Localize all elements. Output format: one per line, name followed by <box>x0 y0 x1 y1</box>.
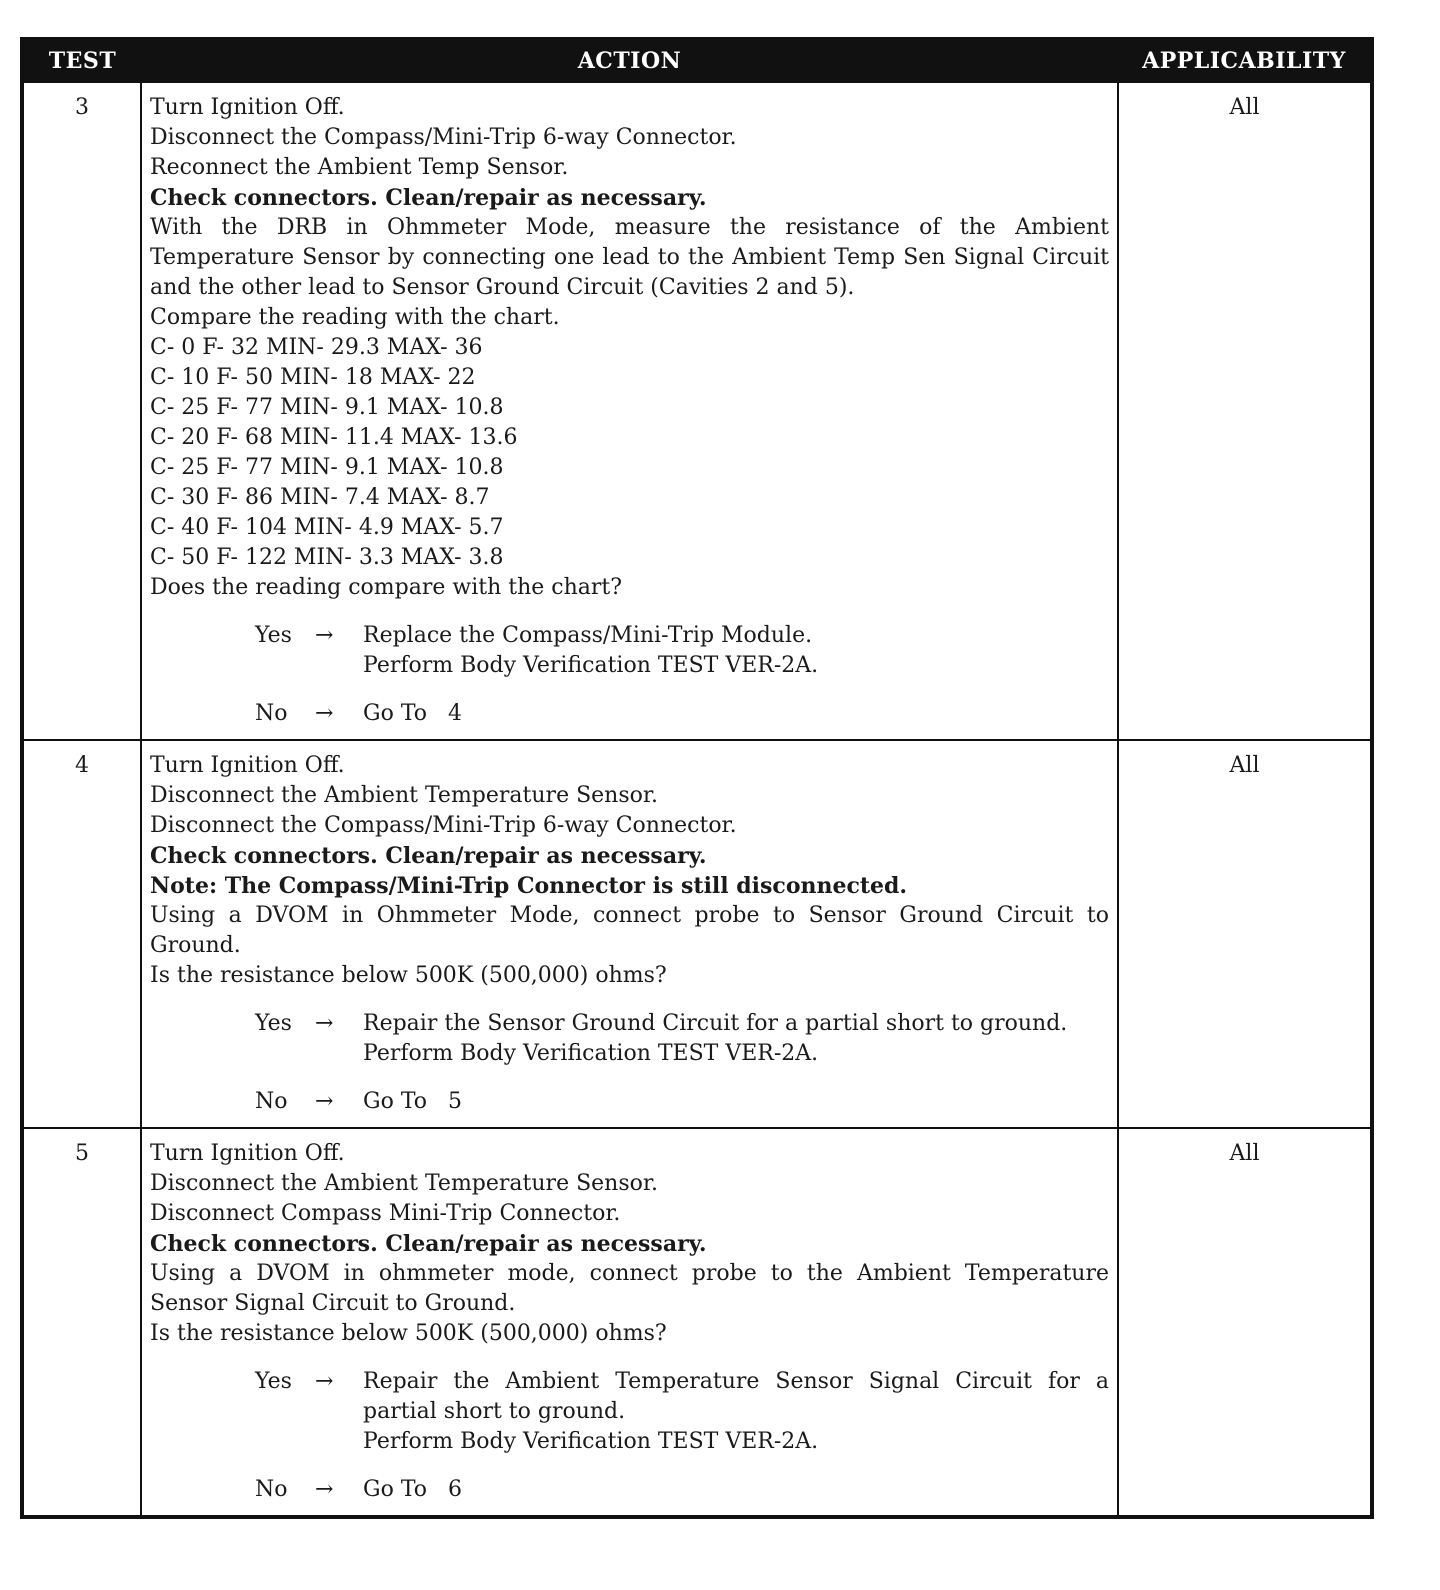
yes-result <box>363 621 1109 681</box>
yes-result <box>363 1367 1109 1457</box>
chart-line: C- 25 F- 77 MIN- 9.1 MAX- 10.8 <box>150 455 504 480</box>
applicability-value: All <box>1118 740 1372 1128</box>
step-text: Turn Ignition Off. <box>150 1141 345 1166</box>
step-text: Is the resistance below 500K (500,000) ohms? <box>150 963 667 988</box>
step-text: Using a DVOM in Ohmmeter Mode, connect probe to Sensor Ground Circuit to Ground. <box>150 903 1109 958</box>
chart-line: C- 30 F- 86 MIN- 7.4 MAX- 8.7 <box>150 485 490 510</box>
arrow-icon: → <box>315 701 334 726</box>
applicability-value: All <box>1118 82 1372 740</box>
yes-result <box>363 1009 1109 1069</box>
action-cell <box>141 740 1118 1128</box>
step-text: Disconnect the Compass/Mini-Trip 6-way Connector. <box>150 125 737 150</box>
arrow-icon: → <box>315 623 334 648</box>
step-text: Using a DVOM in ohmmeter mode, connect probe to the Ambient Temperature Sensor Signal Circuit to Ground. <box>150 1261 1109 1316</box>
arrow-icon: → <box>315 1369 334 1394</box>
yes-result-line: Replace the Compass/Mini-Trip Module. <box>363 623 813 648</box>
table-row <box>22 740 1372 1128</box>
chart-line: C- 40 F- 104 MIN- 4.9 MAX- 5.7 <box>150 515 504 540</box>
step-text-bold: Check connectors. Clean/repair as necessary. <box>150 843 707 869</box>
step-text: Does the reading compare with the chart? <box>150 575 623 600</box>
test-number: 3 <box>22 82 141 740</box>
yes-label: Yes <box>255 1369 292 1394</box>
step-text: Disconnect the Ambient Temperature Sensor. <box>150 1171 658 1196</box>
test-procedure-table <box>20 37 1374 1519</box>
no-branch <box>150 699 1109 729</box>
yes-result-line: Perform Body Verification TEST VER-2A. <box>363 1041 819 1066</box>
step-text: Turn Ignition Off. <box>150 753 345 778</box>
yes-label: Yes <box>255 1011 292 1036</box>
header-action: ACTION <box>141 39 1118 82</box>
chart-line: C- 50 F- 122 MIN- 3.3 MAX- 3.8 <box>150 545 504 570</box>
chart-line: C- 20 F- 68 MIN- 11.4 MAX- 13.6 <box>150 425 518 450</box>
arrow-icon: → <box>315 1477 334 1502</box>
arrow-icon: → <box>315 1011 334 1036</box>
no-label: No <box>255 701 288 726</box>
step-text-bold: Check connectors. Clean/repair as necessary. <box>150 1231 707 1257</box>
step-text: Disconnect Compass Mini-Trip Connector. <box>150 1201 621 1226</box>
action-cell <box>141 1128 1118 1517</box>
no-branch <box>150 1087 1109 1117</box>
chart-line: C- 10 F- 50 MIN- 18 MAX- 22 <box>150 365 476 390</box>
table-row <box>22 82 1372 740</box>
no-result: Go To 4 <box>363 701 462 726</box>
no-result: Go To 5 <box>363 1089 462 1114</box>
note-text: Note: The Compass/Mini-Trip Connector is still disconnected. <box>150 873 908 899</box>
no-label: No <box>255 1477 288 1502</box>
header-test: TEST <box>22 39 141 82</box>
yes-branch <box>150 1367 1109 1457</box>
test-number: 5 <box>22 1128 141 1517</box>
step-text: Disconnect the Compass/Mini-Trip 6-way Connector. <box>150 813 737 838</box>
action-cell <box>141 82 1118 740</box>
step-text: Reconnect the Ambient Temp Sensor. <box>150 155 569 180</box>
test-number: 4 <box>22 740 141 1128</box>
applicability-value: All <box>1118 1128 1372 1517</box>
yes-result-line: Perform Body Verification TEST VER-2A. <box>363 1429 819 1454</box>
step-text: Is the resistance below 500K (500,000) ohms? <box>150 1321 667 1346</box>
step-text: Disconnect the Ambient Temperature Sensor. <box>150 783 658 808</box>
table-row <box>22 1128 1372 1517</box>
yes-result-line: Perform Body Verification TEST VER-2A. <box>363 653 819 678</box>
no-result: Go To 6 <box>363 1477 462 1502</box>
header-applicability: APPLICABILITY <box>1118 39 1372 82</box>
table-header-row <box>22 39 1372 82</box>
chart-line: C- 0 F- 32 MIN- 29.3 MAX- 36 <box>150 335 483 360</box>
step-text: With the DRB in Ohmmeter Mode, measure the resistance of the Ambient Temperature Sensor by connecting one lead to the Ambient Temp Sen Signal Circuit and the other lead to Sensor Ground Circuit (Cavities 2 and 5). <box>150 215 1109 300</box>
no-label: No <box>255 1089 288 1114</box>
step-text-bold: Check connectors. Clean/repair as necessary. <box>150 185 707 211</box>
step-text: Turn Ignition Off. <box>150 95 345 120</box>
chart-line: C- 25 F- 77 MIN- 9.1 MAX- 10.8 <box>150 395 504 420</box>
yes-label: Yes <box>255 623 292 648</box>
yes-branch <box>150 1009 1109 1069</box>
yes-result-line: Repair the Sensor Ground Circuit for a partial short to ground. <box>363 1011 1068 1036</box>
step-text: Compare the reading with the chart. <box>150 305 560 330</box>
yes-result-line: Repair the Ambient Temperature Sensor Signal Circuit for a partial short to ground. <box>363 1369 1109 1424</box>
no-branch <box>150 1475 1109 1505</box>
arrow-icon: → <box>315 1089 334 1114</box>
yes-branch <box>150 621 1109 681</box>
